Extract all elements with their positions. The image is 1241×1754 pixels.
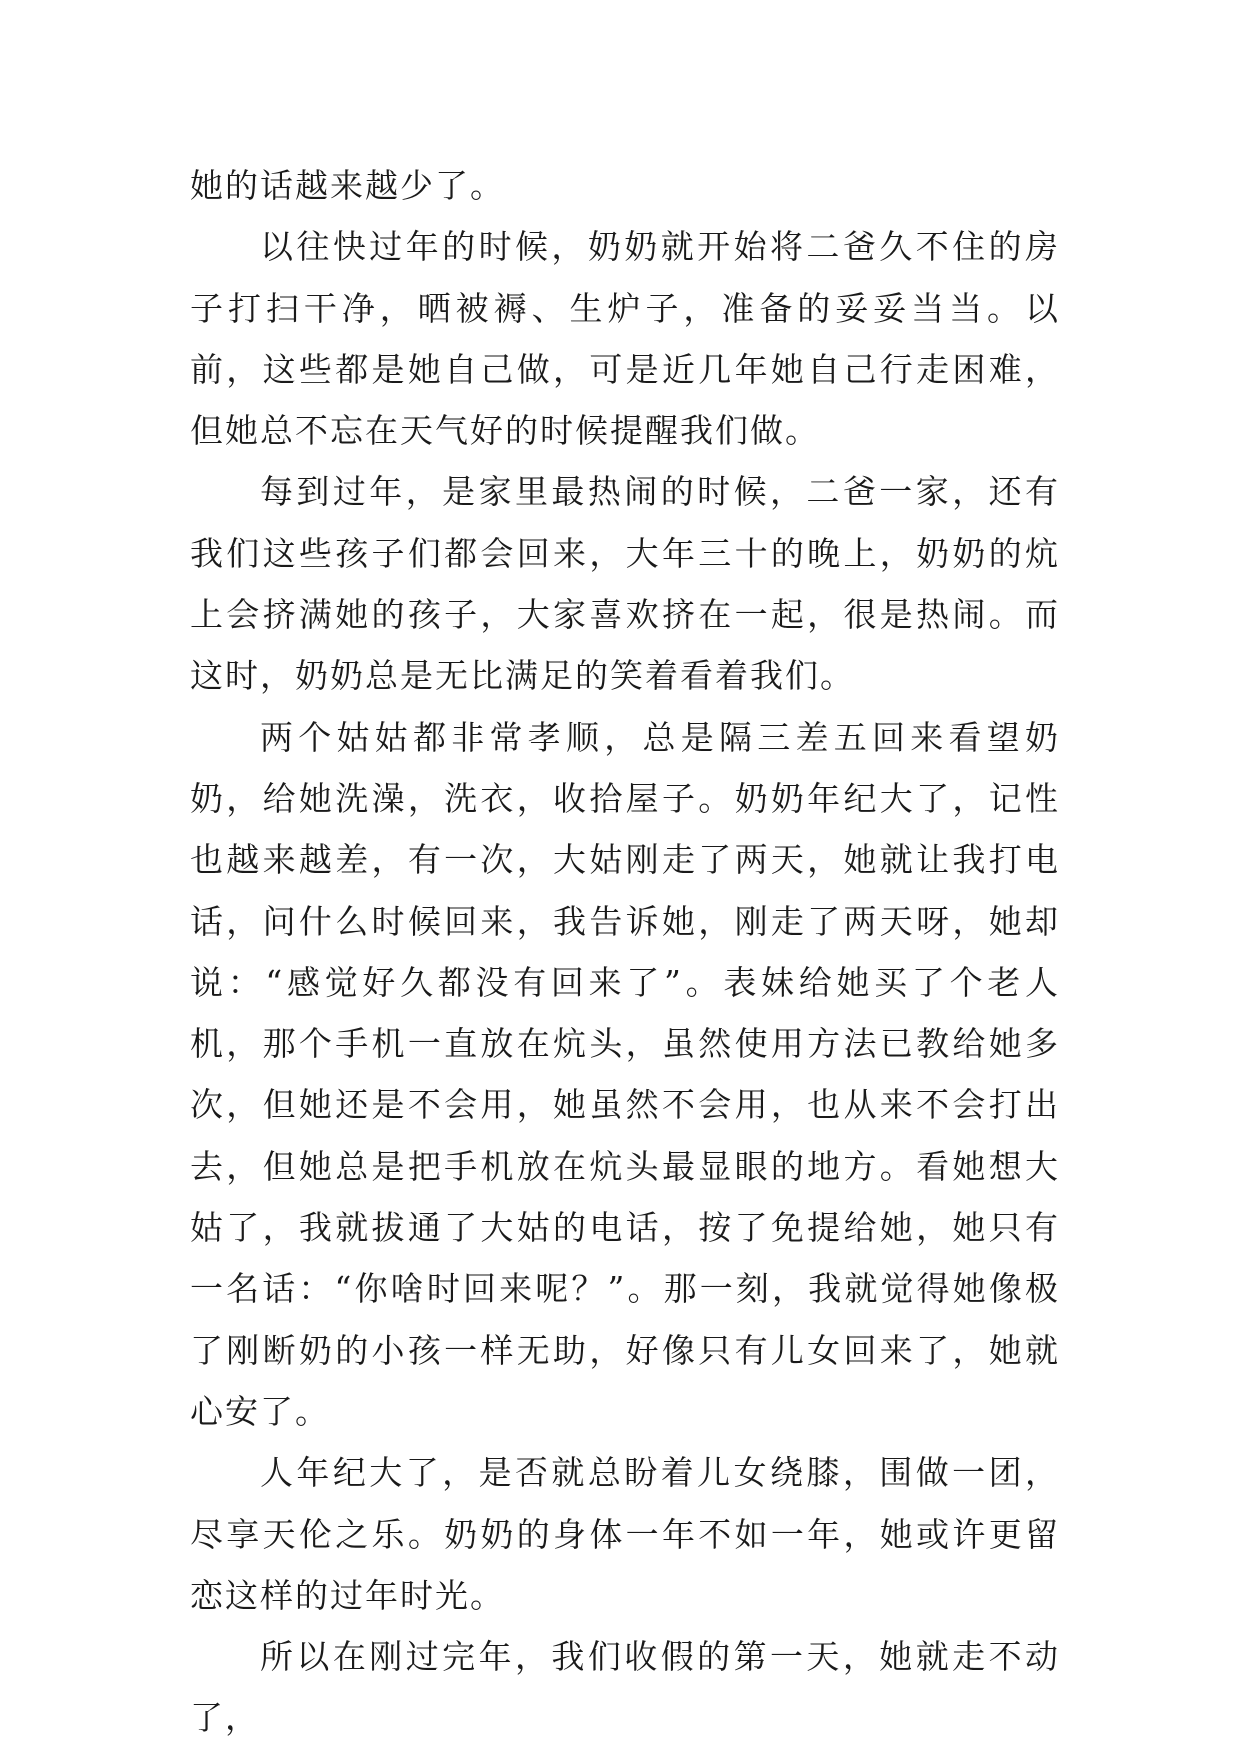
paragraph: 每到过年，是家里最热闹的时候，二爸一家，还有我们这些孩子们都会回来，大年三十的晚上，奶奶的炕上会挤满她的孩子，大家喜欢挤在一起，很是热闹。而这时，奶奶总是无比满足的笑着看着我们。 xyxy=(190,472,1060,696)
paragraph: 两个姑姑都非常孝顺，总是隔三差五回来看望奶奶，给她洗澡，洗衣，收拾屋子。奶奶年纪大了，记性也越来越差，有一次，大姑刚走了两天，她就让我打电话，问什么时候回来，我告诉她，刚走了两天呀，她却说：“感觉好久都没有回来了”。表妹给她买了个老人机，那个手机一直放在炕头，虽然使用方法已教给她多次，但她还是不会用，她虽然不会用，也从来不会打出去，但她总是把手机放在炕头最显眼的地方。看她想大姑了，我就拔通了大姑的电话，按了免提给她，她只有一名话：“你啥时回来呢？”。那一刻，我就觉得她像极了刚断奶的小孩一样无助，好像只有儿女回来了，她就心安了。 xyxy=(190,717,1060,1431)
paragraph: 人年纪大了，是否就总盼着儿女绕膝，围做一团，尽享天伦之乐。奶奶的身体一年不如一年，她或许更留恋这样的过年时光。 xyxy=(190,1453,1060,1615)
paragraph: 所以在刚过完年，我们收假的第一天，她就走不动了， xyxy=(190,1637,1060,1738)
body-text xyxy=(190,155,1060,1749)
paragraph-continuation: 她的话越来越少了。 xyxy=(190,166,505,205)
paragraph: 以往快过年的时候，奶奶就开始将二爸久不住的房子打扫干净，晒被褥、生炉子，准备的妥妥当当。以前，这些都是她自己做，可是近几年她自己行走困难，但她总不忘在天气好的时候提醒我们做。 xyxy=(190,227,1060,451)
